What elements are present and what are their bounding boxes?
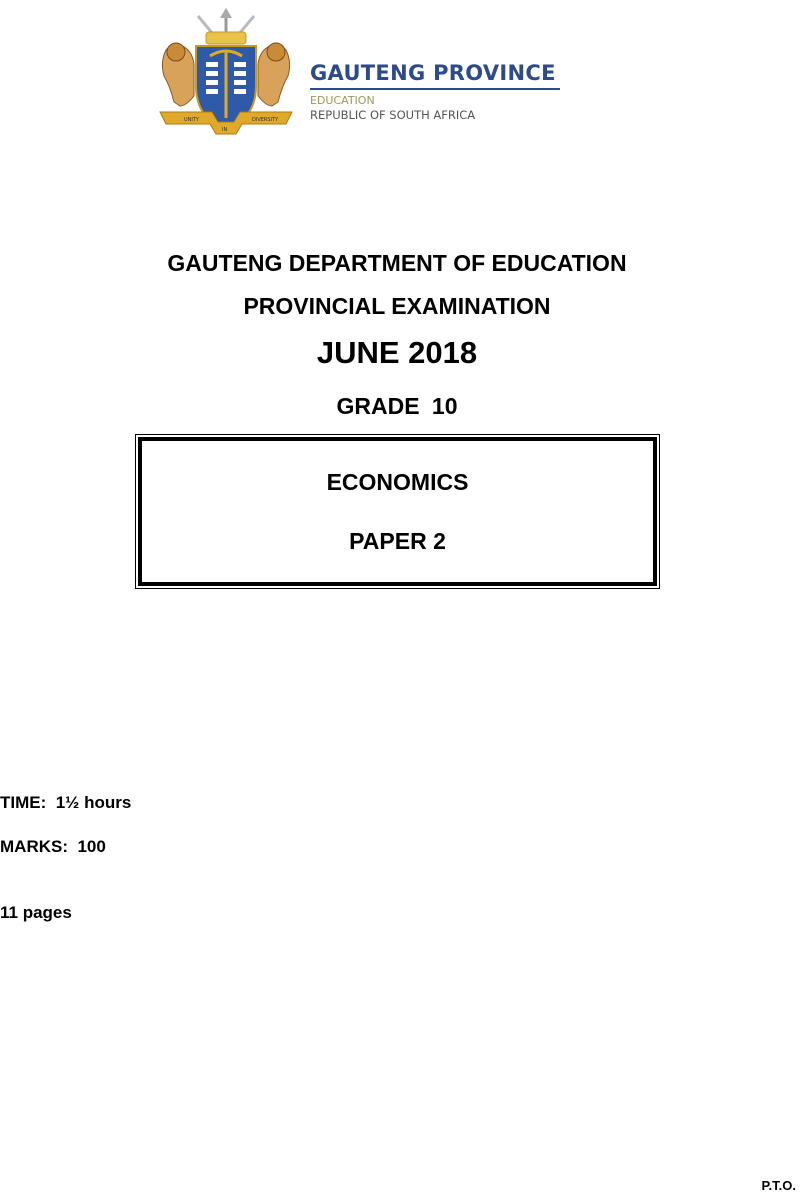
grade-heading: GRADE 10 [336,393,458,419]
logo-title: GAUTENG PROVINCE [310,60,560,90]
subject-name: ECONOMICS [326,469,469,495]
logo-subtitle-education: EDUCATION [310,94,375,107]
department-heading: GAUTENG DEPARTMENT OF EDUCATION [167,250,627,276]
exam-session-heading: JUNE 2018 [316,335,478,370]
gauteng-education-logo [140,4,580,142]
paper-number: PAPER 2 [349,528,446,554]
exam-time: TIME: 1½ hours [0,793,132,812]
svg-text:IN: IN [222,127,228,133]
exam-marks: MARKS: 100 [0,837,106,856]
please-turn-over: P.T.O. [761,1178,796,1193]
exam-type-heading: PROVINCIAL EXAMINATION [243,293,551,319]
logo-text-block [310,60,570,123]
svg-text:UNITY: UNITY [184,117,199,123]
logo-subtitle-country: REPUBLIC OF SOUTH AFRICA [310,108,476,122]
coat-of-arms-icon [146,6,306,140]
svg-text:DIVERSITY: DIVERSITY [252,117,279,123]
page-count: 11 pages [0,903,72,922]
subject-box [135,434,660,589]
subject-box-inner [138,437,657,586]
